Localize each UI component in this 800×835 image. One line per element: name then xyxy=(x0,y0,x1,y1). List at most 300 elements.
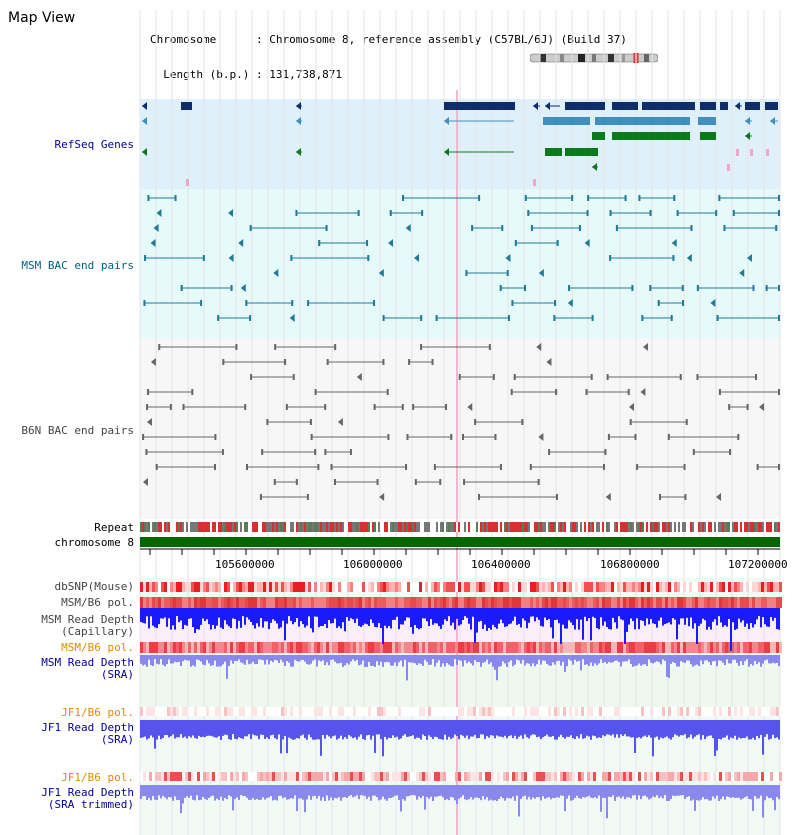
msm-read-depth-capillary xyxy=(376,608,378,627)
dbsnp-density xyxy=(728,582,731,592)
msm-b6-polymorphism xyxy=(533,597,536,608)
jf1-read-depth-sra xyxy=(584,720,586,738)
msm-read-depth-capillary xyxy=(630,608,632,618)
jf1-read-depth-trimmed xyxy=(228,785,230,795)
msm-b6-polymorphism-sra xyxy=(212,642,215,653)
b6n-bac-pair-end xyxy=(636,464,638,470)
repeat-element xyxy=(282,522,284,532)
jf1-b6-polymorphism xyxy=(641,707,644,716)
msm-read-depth-capillary xyxy=(366,608,368,624)
msm-read-depth-sra xyxy=(446,655,448,663)
msm-b6-polymorphism-sra xyxy=(620,642,623,653)
msm-b6-polymorphism xyxy=(344,597,347,608)
msm-read-depth-sra xyxy=(748,655,750,667)
repeat-element xyxy=(582,522,584,532)
msm-read-depth-sra xyxy=(720,655,722,661)
b6n-bac-pair-end xyxy=(757,464,759,470)
jf1-read-depth-trimmed xyxy=(558,785,560,798)
jf1-b6-polymorphism xyxy=(632,707,635,716)
msm-bac-pair-end xyxy=(610,210,612,216)
jf1-b6-polymorphism-trimmed xyxy=(494,772,497,781)
msm-read-depth-capillary xyxy=(278,608,280,629)
msm-read-depth-capillary xyxy=(288,608,290,616)
msm-b6-polymorphism-sra xyxy=(341,642,344,653)
repeat-element xyxy=(684,522,686,532)
msm-b6-polymorphism xyxy=(425,597,428,608)
repeat-element xyxy=(672,522,674,532)
jf1-b6-polymorphism xyxy=(716,707,719,716)
jf1-read-depth-sra xyxy=(586,720,588,736)
jf1-read-depth-trimmed xyxy=(226,785,228,799)
repeat-element xyxy=(606,522,608,532)
jf1-read-depth-trimmed xyxy=(512,785,514,797)
msm-b6-polymorphism-sra xyxy=(344,642,347,653)
msm-read-depth-capillary xyxy=(290,608,292,621)
jf1-read-depth-sra xyxy=(338,720,340,738)
jf1-b6-polymorphism-trimmed xyxy=(575,772,578,781)
msm-read-depth-capillary xyxy=(628,608,630,625)
jf1-read-depth-trimmed xyxy=(382,785,384,797)
msm-b6-polymorphism-sra xyxy=(305,642,308,653)
jf1-b6-polymorphism xyxy=(254,707,257,716)
b6n-bac-pair-end xyxy=(170,404,172,410)
track-label-msm-b6-pol-2: MSM/B6 pol. xyxy=(61,641,134,654)
dbsnp-density xyxy=(704,582,707,592)
msm-read-depth-capillary xyxy=(484,608,486,625)
dbsnp-density xyxy=(776,582,779,592)
repeat-element xyxy=(674,522,676,532)
msm-b6-polymorphism xyxy=(500,597,503,608)
msm-read-depth-capillary xyxy=(654,608,656,624)
jf1-read-depth-trimmed xyxy=(304,785,306,812)
msm-b6-polymorphism xyxy=(329,597,332,608)
msm-b6-polymorphism xyxy=(320,597,323,608)
b6n-bac-pair-end xyxy=(261,449,263,455)
dbsnp-density xyxy=(761,582,764,592)
msm-read-depth-capillary xyxy=(314,608,316,616)
dbsnp-density xyxy=(380,582,383,592)
msm-read-depth-sra xyxy=(416,655,418,665)
msm-read-depth-sra xyxy=(228,655,230,666)
msm-b6-polymorphism xyxy=(293,597,296,608)
jf1-read-depth-sra xyxy=(154,720,156,749)
msm-read-depth-capillary xyxy=(186,608,188,626)
b6n-bac-pair-end xyxy=(296,479,298,485)
jf1-read-depth-trimmed xyxy=(336,785,338,798)
jf1-b6-polymorphism xyxy=(371,707,374,716)
jf1-read-depth-sra xyxy=(528,720,530,738)
msm-b6-polymorphism-sra xyxy=(359,642,362,653)
jf1-b6-polymorphism xyxy=(326,707,329,716)
msm-b6-polymorphism-sra xyxy=(284,642,287,653)
jf1-b6-polymorphism-trimmed xyxy=(683,772,686,781)
msm-b6-polymorphism xyxy=(356,597,359,608)
jf1-b6-polymorphism xyxy=(167,707,170,716)
jf1-read-depth-trimmed xyxy=(356,785,358,795)
jf1-read-depth-trimmed xyxy=(538,785,540,797)
repeat-element xyxy=(240,522,242,532)
jf1-read-depth-trimmed xyxy=(504,785,506,801)
msm-b6-polymorphism-sra xyxy=(650,642,653,653)
msm-read-depth-sra xyxy=(512,655,514,666)
jf1-read-depth-trimmed xyxy=(380,785,382,799)
jf1-b6-polymorphism-trimmed xyxy=(440,772,443,781)
dbsnp-density xyxy=(431,582,434,592)
jf1-b6-polymorphism xyxy=(389,707,392,716)
jf1-read-depth-sra xyxy=(392,720,394,735)
jf1-read-depth-trimmed xyxy=(284,785,286,797)
b6n-bac-pair-end xyxy=(432,359,434,365)
jf1-read-depth-sra xyxy=(308,720,310,735)
dbsnp-density xyxy=(395,582,398,592)
jf1-b6-polymorphism-trimmed xyxy=(341,772,344,781)
msm-b6-polymorphism xyxy=(710,597,713,608)
jf1-read-depth-sra xyxy=(474,720,476,735)
dbsnp-density xyxy=(182,582,185,592)
jf1-read-depth-trimmed xyxy=(520,785,522,799)
jf1-b6-polymorphism-trimmed xyxy=(347,772,350,781)
dbsnp-density xyxy=(275,582,278,592)
msm-read-depth-sra xyxy=(422,655,424,666)
msm-b6-polymorphism-sra xyxy=(758,642,761,653)
msm-read-depth-capillary xyxy=(226,608,228,624)
msm-read-depth-capillary xyxy=(214,608,216,629)
msm-read-depth-sra xyxy=(590,655,592,663)
dbsnp-density xyxy=(521,582,524,592)
repeat-element xyxy=(336,522,338,532)
msm-b6-polymorphism xyxy=(200,597,203,608)
msm-bac-pair-end xyxy=(554,300,556,306)
msm-read-depth-capillary xyxy=(720,608,722,622)
jf1-b6-polymorphism-trimmed xyxy=(335,772,338,781)
jf1-b6-polymorphism-trimmed xyxy=(680,772,683,781)
msm-bac-pair-end xyxy=(358,210,360,216)
msm-read-depth-sra xyxy=(600,655,602,659)
msm-bac-pair-end xyxy=(318,240,320,246)
msm-b6-polymorphism xyxy=(362,597,365,608)
msm-read-depth-sra xyxy=(412,655,414,663)
jf1-b6-polymorphism xyxy=(536,707,539,716)
jf1-b6-polymorphism-trimmed xyxy=(212,772,215,781)
jf1-b6-polymorphism xyxy=(506,707,509,716)
msm-b6-polymorphism-sra xyxy=(443,642,446,653)
msm-read-depth-capillary xyxy=(206,608,208,619)
msm-read-depth-capillary xyxy=(194,608,196,633)
jf1-b6-polymorphism-trimmed xyxy=(365,772,368,781)
jf1-b6-polymorphism-trimmed xyxy=(215,772,218,781)
jf1-b6-polymorphism-trimmed xyxy=(140,772,143,781)
msm-read-depth-sra xyxy=(258,655,260,659)
msm-read-depth-sra xyxy=(270,655,272,661)
dbsnp-density xyxy=(263,582,266,592)
jf1-b6-polymorphism xyxy=(692,707,695,716)
msm-b6-polymorphism-sra xyxy=(347,642,350,653)
jf1-read-depth-trimmed xyxy=(210,785,212,796)
jf1-b6-polymorphism-trimmed xyxy=(590,772,593,781)
jf1-read-depth-trimmed xyxy=(280,785,282,796)
msm-read-depth-capillary xyxy=(550,608,552,627)
msm-read-depth-capillary xyxy=(192,608,194,627)
jf1-read-depth-sra xyxy=(364,720,366,740)
msm-read-depth-sra xyxy=(172,655,174,663)
repeat-element xyxy=(300,522,302,532)
repeat-element xyxy=(692,522,694,532)
msm-read-depth-capillary xyxy=(622,608,624,620)
jf1-read-depth-sra xyxy=(358,720,360,737)
msm-bac-pair-end xyxy=(778,285,780,291)
jf1-read-depth-sra xyxy=(422,720,424,735)
track-label-chromosome: chromosome 8 xyxy=(54,536,134,549)
jf1-read-depth-sra xyxy=(378,720,380,734)
msm-read-depth-sra xyxy=(680,655,682,661)
jf1-read-depth-trimmed xyxy=(626,785,628,797)
b6n-bac-pair-end xyxy=(521,419,523,425)
dbsnp-density xyxy=(347,582,350,592)
jf1-read-depth-trimmed xyxy=(292,785,294,799)
dbsnp-density xyxy=(680,582,683,592)
jf1-read-depth-sra xyxy=(648,720,650,735)
msm-read-depth-sra xyxy=(212,655,214,665)
msm-b6-polymorphism-sra xyxy=(206,642,209,653)
jf1-read-depth-trimmed xyxy=(562,785,564,796)
msm-read-depth-sra xyxy=(298,655,300,662)
repeat-element xyxy=(630,522,632,532)
msm-read-depth-sra xyxy=(714,655,716,661)
msm-read-depth-capillary xyxy=(220,608,222,628)
dbsnp-density xyxy=(566,582,569,592)
jf1-read-depth-sra xyxy=(768,720,770,740)
repeat-element xyxy=(568,522,570,532)
jf1-read-depth-trimmed xyxy=(582,785,584,797)
jf1-read-depth-trimmed xyxy=(392,785,394,797)
jf1-read-depth-trimmed xyxy=(602,785,604,798)
jf1-b6-polymorphism-trimmed xyxy=(587,772,590,781)
jf1-b6-polymorphism-trimmed xyxy=(725,772,728,781)
msm-read-depth-sra xyxy=(602,655,604,663)
msm-read-depth-sra xyxy=(218,655,220,666)
msm-b6-polymorphism-sra xyxy=(629,642,632,653)
msm-read-depth-capillary xyxy=(268,608,270,629)
jf1-b6-polymorphism xyxy=(707,707,710,716)
msm-read-depth-sra xyxy=(746,655,748,659)
msm-b6-polymorphism xyxy=(620,597,623,608)
msm-read-depth-capillary xyxy=(258,608,260,627)
dbsnp-density xyxy=(539,582,542,592)
jf1-b6-polymorphism xyxy=(323,707,326,716)
jf1-b6-polymorphism-trimmed xyxy=(299,772,302,781)
msm-read-depth-sra xyxy=(750,655,752,664)
jf1-read-depth-trimmed xyxy=(664,785,666,795)
dbsnp-density xyxy=(158,582,161,592)
jf1-read-depth-trimmed xyxy=(740,785,742,800)
msm-read-depth-sra xyxy=(458,655,460,660)
dbsnp-density xyxy=(155,582,158,592)
jf1-b6-polymorphism xyxy=(353,707,356,716)
msm-read-depth-capillary xyxy=(492,608,494,625)
msm-read-depth-capillary xyxy=(338,608,340,626)
msm-read-depth-sra xyxy=(450,655,452,666)
jf1-b6-polymorphism xyxy=(230,707,233,716)
jf1-b6-polymorphism xyxy=(560,707,563,716)
dbsnp-density xyxy=(524,582,527,592)
msm-b6-polymorphism xyxy=(650,597,653,608)
repeat-element xyxy=(164,522,166,532)
msm-read-depth-capillary xyxy=(440,608,442,629)
b6n-bac-pair-end xyxy=(591,374,593,380)
msm-b6-polymorphism-sra xyxy=(413,642,416,653)
msm-b6-polymorphism-sra xyxy=(638,642,641,653)
track-label-jf1-b6-pol-2: JF1/B6 pol. xyxy=(61,771,134,784)
msm-read-depth-sra xyxy=(550,655,552,666)
repeat-element xyxy=(214,522,216,532)
msm-read-depth-sra xyxy=(222,655,224,664)
msm-read-depth-capillary xyxy=(494,608,496,627)
jf1-b6-polymorphism-trimmed xyxy=(251,772,254,781)
msm-read-depth-capillary xyxy=(684,608,686,625)
repeat-element xyxy=(174,522,176,532)
repeat-element xyxy=(338,522,340,532)
dbsnp-density xyxy=(353,582,356,592)
msm-b6-polymorphism-sra xyxy=(203,642,206,653)
msm-read-depth-sra xyxy=(388,655,390,662)
msm-read-depth-sra xyxy=(476,655,478,662)
jf1-read-depth-sra xyxy=(274,720,276,738)
jf1-read-depth-trimmed xyxy=(214,785,216,801)
msm-b6-polymorphism-sra xyxy=(569,642,572,653)
msm-read-depth-capillary xyxy=(224,608,226,620)
jf1-b6-polymorphism xyxy=(218,707,221,716)
jf1-read-depth-trimmed xyxy=(204,785,206,799)
jf1-b6-polymorphism xyxy=(593,707,596,716)
jf1-read-depth-sra xyxy=(290,720,292,739)
msm-b6-polymorphism xyxy=(371,597,374,608)
jf1-read-depth-sra xyxy=(486,720,488,736)
repeat-element xyxy=(476,522,478,532)
msm-bac-pair-end xyxy=(717,315,719,321)
jf1-read-depth-trimmed xyxy=(276,785,278,801)
msm-read-depth-capillary xyxy=(166,608,168,627)
jf1-b6-polymorphism xyxy=(209,707,212,716)
dbsnp-density xyxy=(695,582,698,592)
msm-b6-polymorphism-sra xyxy=(455,642,458,653)
msm-bac-pair-end xyxy=(366,240,368,246)
dbsnp-density xyxy=(278,582,281,592)
msm-read-depth-sra xyxy=(708,655,710,662)
msm-read-depth-capillary xyxy=(360,608,362,627)
jf1-read-depth-sra xyxy=(436,720,438,737)
msm-read-depth-capillary xyxy=(510,608,512,624)
rna-feature xyxy=(736,149,739,156)
dbsnp-density xyxy=(449,582,452,592)
msm-bac-pair-end xyxy=(658,300,660,306)
repeat-element xyxy=(530,522,532,532)
msm-b6-polymorphism xyxy=(266,597,269,608)
jf1-read-depth-trimmed xyxy=(776,785,778,797)
jf1-read-depth-trimmed xyxy=(272,785,274,800)
repeat-element xyxy=(516,522,518,532)
msm-b6-polymorphism-sra xyxy=(680,642,683,653)
msm-read-depth-sra xyxy=(372,655,374,666)
jf1-read-depth-sra xyxy=(682,720,684,735)
jf1-read-depth-sra xyxy=(172,720,174,734)
msm-b6-polymorphism-sra xyxy=(200,642,203,653)
msm-b6-polymorphism xyxy=(209,597,212,608)
msm-bac-pair-end xyxy=(524,285,526,291)
repeat-element xyxy=(382,522,384,532)
msm-b6-polymorphism-sra xyxy=(149,642,152,653)
msm-read-depth-sra xyxy=(152,655,154,666)
msm-read-depth-sra xyxy=(158,655,160,664)
jf1-read-depth-trimmed xyxy=(430,785,432,797)
msm-bac-pair-end xyxy=(625,195,627,201)
b6n-bac-pair-end xyxy=(284,359,286,365)
jf1-read-depth-trimmed xyxy=(372,785,374,796)
msm-read-depth-capillary xyxy=(624,608,626,644)
repeat-element xyxy=(510,522,512,532)
repeat-element xyxy=(714,522,716,532)
repeat-element xyxy=(596,522,598,532)
repeat-element xyxy=(708,522,710,532)
jf1-read-depth-trimmed xyxy=(616,785,618,797)
jf1-b6-polymorphism xyxy=(713,707,716,716)
jf1-read-depth-sra xyxy=(162,720,164,738)
jf1-b6-polymorphism-trimmed xyxy=(470,772,473,781)
msm-b6-polymorphism-sra xyxy=(191,642,194,653)
repeat-element xyxy=(416,522,418,532)
jf1-read-depth-trimmed xyxy=(644,785,646,795)
jf1-b6-polymorphism xyxy=(305,707,308,716)
msm-read-depth-sra xyxy=(760,655,762,667)
jf1-read-depth-sra xyxy=(504,720,506,736)
jf1-b6-polymorphism-trimmed xyxy=(605,772,608,781)
jf1-b6-polymorphism-trimmed xyxy=(647,772,650,781)
dbsnp-density xyxy=(575,582,578,592)
jf1-read-depth-sra xyxy=(310,720,312,737)
jf1-b6-polymorphism xyxy=(200,707,203,716)
msm-read-depth-sra xyxy=(580,655,582,670)
jf1-b6-polymorphism-trimmed xyxy=(209,772,212,781)
jf1-read-depth-trimmed xyxy=(598,785,600,795)
msm-read-depth-sra xyxy=(658,655,660,662)
track-label-msm-sra: (SRA) xyxy=(100,668,134,681)
msm-read-depth-capillary xyxy=(266,608,268,621)
jf1-read-depth-trimmed xyxy=(498,785,500,799)
jf1-read-depth-sra xyxy=(632,720,634,737)
jf1-read-depth-trimmed xyxy=(722,785,724,796)
b6n-bac-pair-end xyxy=(686,419,688,425)
jf1-read-depth-trimmed xyxy=(236,785,238,797)
msm-read-depth-sra xyxy=(514,655,516,665)
dbsnp-density xyxy=(365,582,368,592)
jf1-read-depth-sra xyxy=(644,720,646,736)
repeat-element xyxy=(768,522,770,532)
jf1-read-depth-sra xyxy=(198,720,200,736)
msm-b6-polymorphism-sra xyxy=(581,642,584,653)
repeat-element xyxy=(720,522,722,532)
jf1-b6-polymorphism xyxy=(668,707,671,716)
b6n-bac-pair-end xyxy=(222,359,224,365)
repeat-element xyxy=(610,522,612,532)
jf1-b6-polymorphism-trimmed xyxy=(719,772,722,781)
jf1-b6-polymorphism xyxy=(434,707,437,716)
msm-b6-polymorphism xyxy=(413,597,416,608)
dbsnp-density xyxy=(434,582,437,592)
msm-b6-polymorphism xyxy=(497,597,500,608)
msm-read-depth-capillary xyxy=(252,608,254,625)
dbsnp-density xyxy=(371,582,374,592)
jf1-b6-polymorphism xyxy=(263,707,266,716)
repeat-element xyxy=(278,522,280,532)
